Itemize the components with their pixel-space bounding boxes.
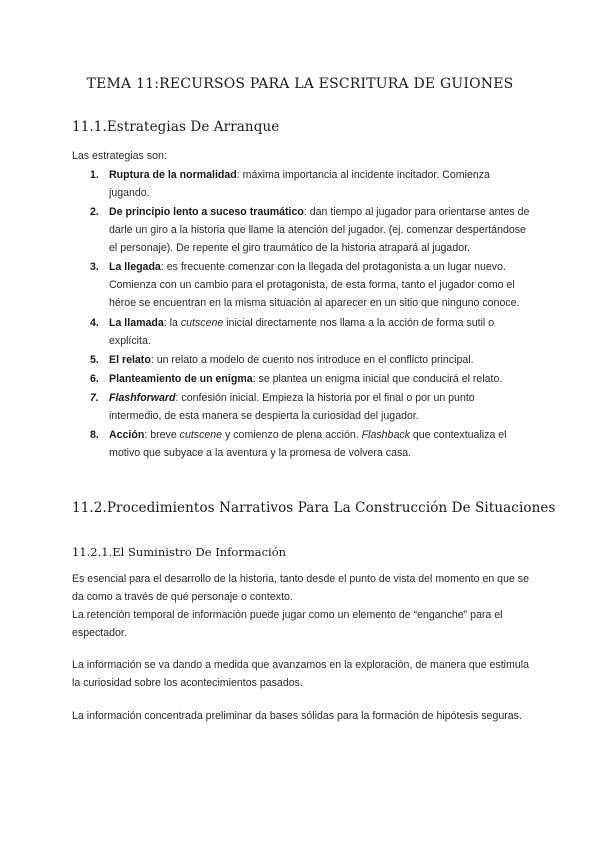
- document-title: TEMA 11:RECURSOS PARA LA ESCRITURA DE GUIONES: [86, 76, 514, 92]
- list-item-number: 5.: [90, 353, 99, 366]
- list-item-term: Planteamiento de un enigma: [109, 372, 253, 385]
- list-item-text: : se plantea un enigma inicial que conducirá el relato.: [252, 372, 503, 385]
- list-item-number: 8.: [90, 429, 99, 442]
- list-item-text: : es frecuente comenzar con la llegada del protagonista a un lugar nuevo. Comienza con un cambio para el protagonista, de esta forma, tanto el jugador como el héroe se encuentran en la misma situación al aparecer en un sitio que ninguno conoce.: [109, 261, 520, 310]
- list-item-text: inicial directamente nos llama a la acción de forma sutil o explícita.: [109, 316, 495, 347]
- section-heading-procedures: 11.2.Procedimientos Narrativos Para La Construcción De Situaciones: [72, 500, 556, 516]
- list-item-term: Flashforward: [109, 392, 176, 405]
- list-item: [90, 166, 530, 202]
- list-item-text: y comienzo de plena acción.: [222, 429, 362, 442]
- paragraph-information-2: La información se va dando a medida que avanzamos en la exploración, de manera que estimula la curiosidad sobre los acontecimientos pasados.: [72, 659, 529, 689]
- list-item: [90, 389, 530, 425]
- list-item-number: 3.: [90, 261, 99, 274]
- list-item-number: 2.: [90, 206, 99, 219]
- list-item: [90, 258, 530, 312]
- list-item-text: : máxima importancia al incidente incitador. Comienza jugando.: [109, 169, 490, 199]
- list-item: [90, 314, 530, 350]
- list-item-emphasis: cutscene: [180, 316, 224, 329]
- list-item: [90, 203, 530, 257]
- list-item-number: 7.: [90, 392, 99, 405]
- strategies-intro: Las estrategias son:: [72, 150, 167, 162]
- list-item-text: : confesión inicial. Empieza la historia por el final o por un punto intermedio, de esta manera se despierta la curiosidad del jugador.: [109, 392, 475, 423]
- paragraph-information-1: Es esencial para el desarrollo de la historia, tanto desde el punto de vista del momento en que se da como a través de qué personaje o contexto.: [72, 573, 529, 603]
- list-item-term: La llamada: [109, 316, 164, 329]
- list-item-text: : la: [163, 316, 181, 329]
- list-item-number: 4.: [90, 316, 99, 329]
- list-item-term: La llegada: [109, 261, 161, 274]
- list-item-number: 1.: [90, 169, 99, 181]
- list-item-emphasis: cutscene: [179, 429, 223, 442]
- list-item-term: De principio lento a suceso traumático: [109, 206, 304, 219]
- list-item-text: que contextualiza el motivo que subyace a la aventura y la promesa de volvera casa.: [109, 429, 507, 460]
- list-item-term: El relato: [109, 353, 151, 366]
- list-item: [90, 426, 530, 462]
- list-item-number: 6.: [90, 372, 99, 385]
- list-item-text: : dan tiempo al jugador para orientarse antes de darle un giro a la historia que llame la atención del jugador. (ej. comenzar despertándose el personaje). De repente el giro traumático de la historia atrapará al jugador.: [109, 206, 530, 255]
- list-item-emphasis: Flashback: [361, 429, 410, 442]
- list-item-term: Acción: [109, 429, 145, 442]
- strategies-list: [90, 166, 530, 464]
- subsection-heading-information: 11.2.1.El Suministro De Información: [72, 545, 287, 559]
- list-item-term: Ruptura de la normalidad: [109, 169, 237, 181]
- paragraph-information-1b: La retención temporal de información puede jugar como un elemento de “enganche” para el espectador.: [72, 609, 503, 639]
- list-item-text: : breve: [144, 429, 180, 442]
- list-item: [90, 370, 530, 388]
- section-heading-strategies: 11.1.Estrategias De Arranque: [72, 119, 280, 135]
- list-item: [90, 351, 530, 369]
- list-item-text: : un relato a modelo de cuento nos introduce en el conflicto principal.: [150, 353, 474, 366]
- paragraph-information-3: La información concentrada preliminar da bases sólidas para la formación de hipótesis seguras.: [72, 710, 522, 722]
